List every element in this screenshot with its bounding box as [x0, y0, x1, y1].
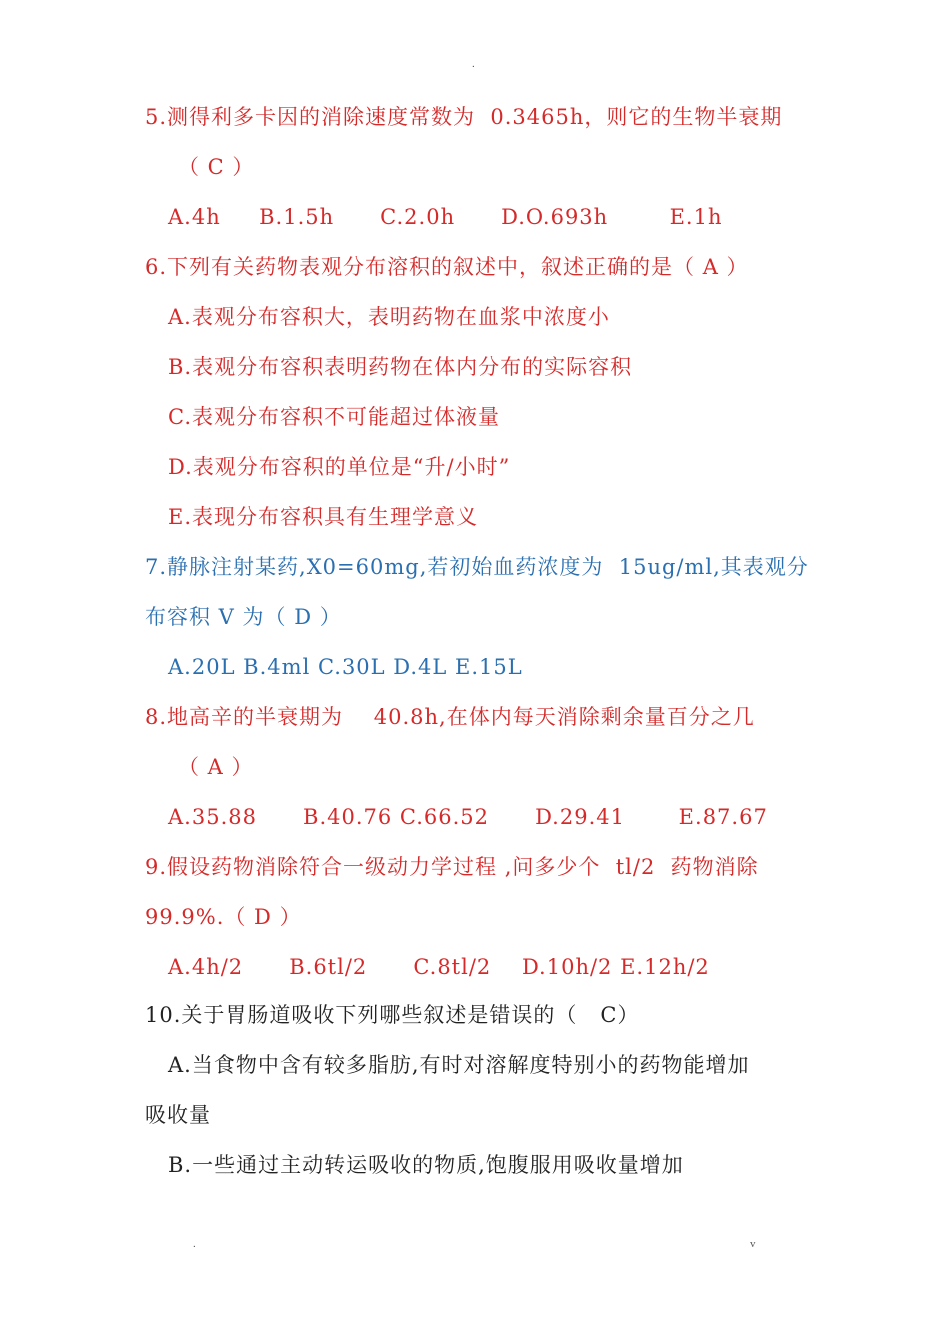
q6-option-e: E.表现分布容积具有生理学意义	[168, 505, 479, 529]
q7-stem-continued: 布容积 V 为（ D ）	[145, 605, 342, 629]
footer-left-mark: .	[193, 1238, 196, 1250]
q9-stem: 9.假设药物消除符合一级动力学过程 ,问多少个 tl/2 药物消除	[145, 855, 759, 879]
q9-options: A.4h/2 B.6tl/2 C.8tl/2 D.10h/2 E.12h/2	[168, 955, 710, 979]
q9-stem-continued: 99.9%.（ D ）	[145, 905, 302, 929]
q5-stem: 5.测得利多卡因的消除速度常数为 0.3465h，则它的生物半衰期	[145, 105, 783, 129]
q7-stem: 7.静脉注射某药,X0=60mg,若初始血药浓度为 15ug/ml,其表观分	[145, 555, 809, 579]
q6-option-a: A.表观分布容积大，表明药物在血浆中浓度小	[168, 305, 610, 329]
q10-option-a-continued: 吸收量	[145, 1103, 211, 1127]
footer-right-mark: v	[750, 1238, 756, 1250]
q6-option-b: B.表观分布容积表明药物在体内分布的实际容积	[168, 355, 633, 379]
q6-option-c: C.表观分布容积不可能超过体液量	[168, 405, 500, 429]
q10-option-b: B.一些通过主动转运吸收的物质,饱腹服用吸收量增加	[168, 1153, 684, 1177]
q10-option-a: A.当食物中含有较多脂肪,有时对溶解度特别小的药物能增加	[168, 1053, 750, 1077]
q10-stem: 10.关于胃肠道吸收下列哪些叙述是错误的（ C）	[145, 1003, 640, 1027]
header-mark: .	[472, 58, 475, 70]
q6-option-d: D.表观分布容积的单位是“升/小时”	[168, 455, 511, 479]
q7-options: A.20L B.4ml C.30L D.4L E.15L	[168, 655, 523, 679]
q6-stem: 6.下列有关药物表观分布溶积的叙述中，叙述正确的是（ A ）	[145, 255, 749, 279]
q8-options: A.35.88 B.40.76 C.66.52 D.29.41 E.87.67	[168, 805, 768, 829]
q5-options: A.4h B.1.5h C.2.0h D.O.693h E.1h	[168, 205, 723, 229]
q8-stem: 8.地高辛的半衰期为 40.8h,在体内每天消除剩余量百分之几	[145, 705, 755, 729]
q8-answer: （ A ）	[178, 755, 254, 779]
q5-answer: （ C ）	[178, 155, 255, 179]
